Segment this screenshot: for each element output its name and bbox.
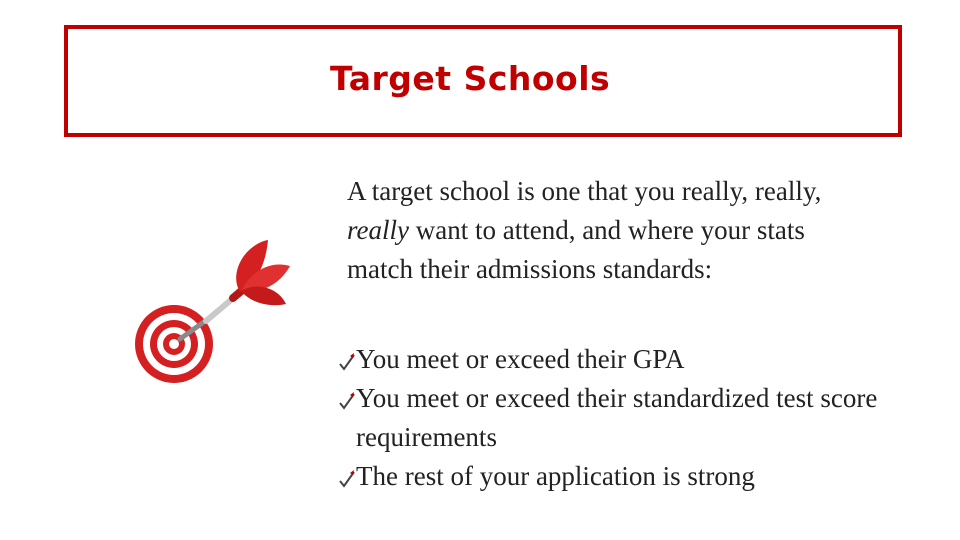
bullet-list [338, 340, 898, 496]
bullet-item [338, 457, 898, 496]
dart [180, 240, 290, 339]
bullet-text: You meet or exceed their GPA [356, 344, 685, 374]
intro-paragraph [347, 172, 867, 289]
bullet-text: The rest of your application is strong [356, 461, 755, 491]
checkmark-icon [338, 391, 356, 411]
bullet-item [338, 379, 898, 457]
title-box [64, 25, 902, 137]
dart-target-icon [128, 232, 298, 392]
slide-title: Target Schools [330, 59, 611, 98]
intro-text-emphasis: really [347, 215, 409, 245]
checkmark-icon [338, 352, 356, 372]
bullet-text: You meet or exceed their standardized test score requirements [356, 383, 878, 452]
target-board [135, 305, 213, 383]
intro-text-start: A target school is one that you really, really, [347, 176, 822, 206]
intro-text-end: want to attend, and where your stats match their admissions standards: [347, 215, 805, 284]
bullet-item [338, 340, 898, 379]
checkmark-icon [338, 469, 356, 489]
